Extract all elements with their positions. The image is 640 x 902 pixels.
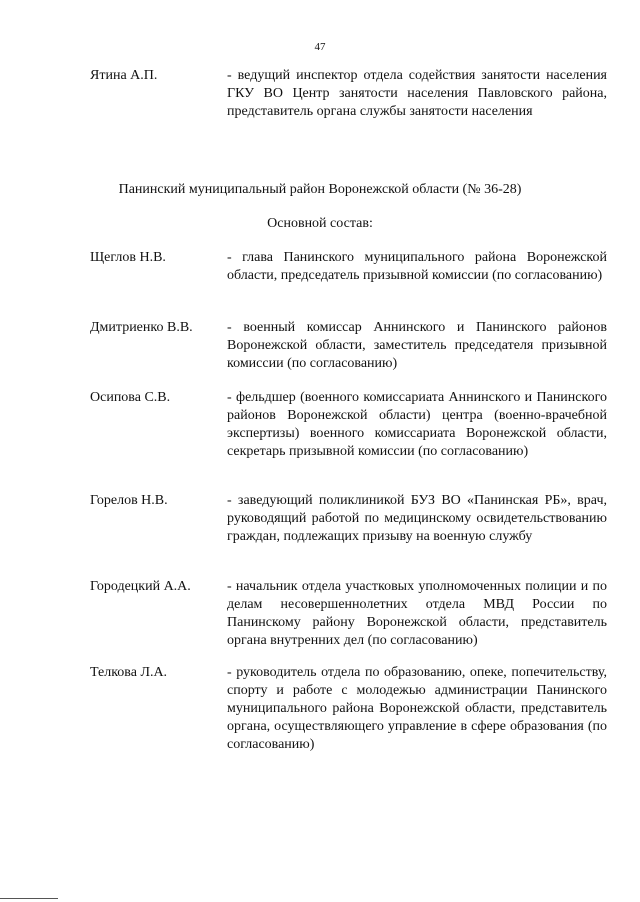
member-name: Телкова Л.А. bbox=[90, 665, 168, 680]
member-role: - заведующий поликлиникой БУЗ ВО «Панинская РБ», врач, руководящий работой по медицинскому освидетельствованию граждан, подлежащих призыву на военную службу bbox=[227, 493, 607, 544]
member-name: Городецкий А.А. bbox=[90, 579, 191, 594]
member-name: Осипова С.В. bbox=[90, 390, 171, 405]
member-name: Горелов Н.В. bbox=[90, 493, 168, 508]
member-role: - фельдшер (военного комиссариата Аннинского и Панинского районов Воронежской области) центра (военно-врачебной экспертизы) военного комиссариата Воронежской области, секретарь призывной комиссии (по согласованию) bbox=[227, 390, 607, 459]
member-name: Щеглов Н.В. bbox=[90, 250, 166, 265]
page-number: 47 bbox=[314, 41, 326, 53]
section-title: Панинский муниципальный район Воронежской области (№ 36-28) bbox=[118, 182, 522, 197]
member-role: - военный комиссар Аннинского и Панинского районов Воронежской области, заместитель председателя призывной комиссии (по согласованию) bbox=[227, 320, 607, 371]
section-subtitle: Основной состав: bbox=[267, 216, 373, 231]
member-role: - начальник отдела участковых уполномоченных полиции и по делам несовершеннолетних отдела МВД России по Панинскому району Воронежской области, представитель органа внутренних дел (по согласованию) bbox=[227, 579, 607, 648]
member-role: - глава Панинского муниципального района Воронежской области, председатель призывной комиссии (по согласованию) bbox=[227, 250, 607, 283]
member-name: Ятина А.П. bbox=[90, 68, 158, 83]
member-name: Дмитриенко В.В. bbox=[90, 320, 193, 335]
member-role: - ведущий инспектор отдела содействия занятости населения ГКУ ВО Центр занятости населения Павловского района, представитель органа службы занятости населения bbox=[227, 68, 607, 119]
member-role: - руководитель отдела по образованию, опеке, попечительству, спорту и работе с молодежью администрации Панинского муниципального района Воронежской области, представитель органа, осуществляющего управление в сфере образования (по согласованию) bbox=[227, 665, 607, 752]
scan-edge-line bbox=[0, 898, 58, 899]
